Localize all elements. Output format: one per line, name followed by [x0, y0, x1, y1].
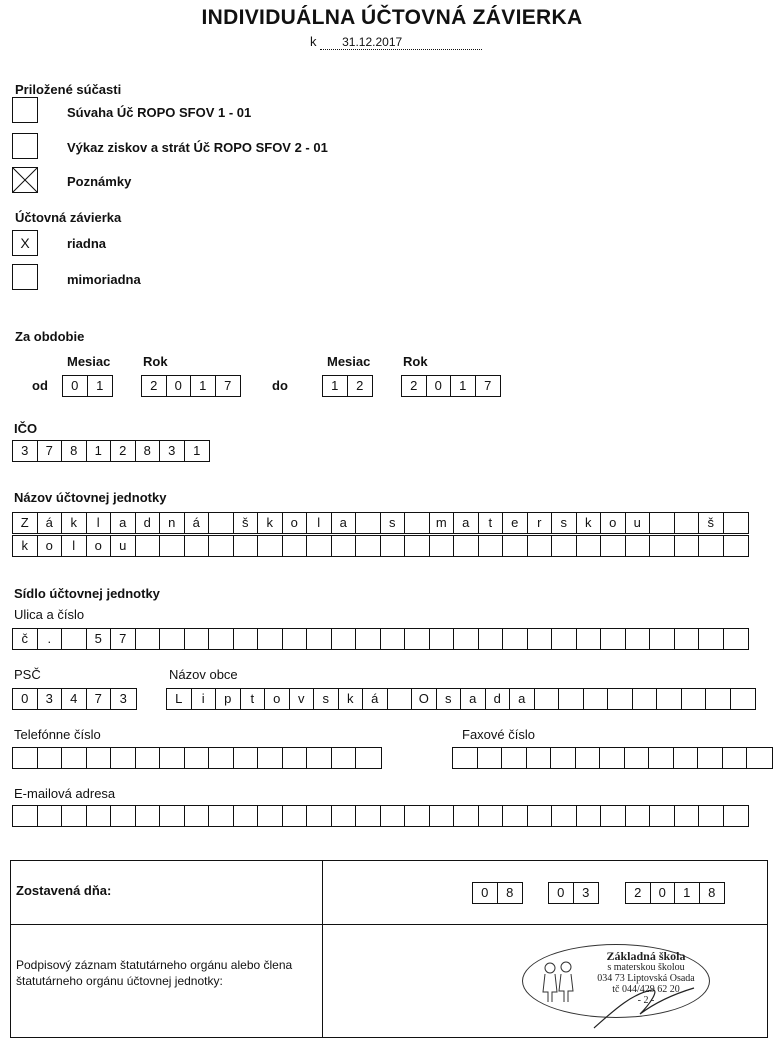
digit-cell: 1: [193, 443, 201, 458]
to-year-field[interactable]: [401, 375, 501, 397]
digit-cell: 3: [160, 441, 185, 461]
psc-field[interactable]: [12, 688, 137, 710]
char-cell: [185, 806, 210, 826]
to-month-label: Mesiac: [327, 354, 371, 369]
email-field[interactable]: [12, 805, 749, 827]
digit-cell: 0: [473, 883, 498, 903]
char-cell: [479, 629, 504, 649]
char-cell: [258, 806, 283, 826]
char-cell: [405, 629, 430, 649]
char-cell: [160, 629, 185, 649]
char-cell: [185, 536, 210, 556]
city-field[interactable]: [166, 688, 756, 710]
digit-cell: 4: [62, 689, 87, 709]
digit-cell: 7: [87, 689, 112, 709]
char-cell: [552, 536, 577, 556]
digit-cell: [209, 748, 234, 768]
char-cell: d: [486, 689, 511, 709]
extraordinary-checkbox[interactable]: [12, 264, 38, 290]
stamp-line-3: 034 73 Liptovská Osada: [597, 973, 695, 984]
digit-cell: [723, 748, 748, 768]
char-cell: [503, 629, 528, 649]
char-cell: [535, 689, 560, 709]
char-cell: [430, 629, 455, 649]
digit-cell: [332, 748, 357, 768]
char-cell: [307, 806, 332, 826]
digit-cell: [625, 748, 650, 768]
attachment-checkbox-3[interactable]: [12, 167, 38, 193]
digit-cell: [38, 748, 63, 768]
closing-date-line: [310, 34, 482, 50]
digit-cell: [698, 748, 723, 768]
stamp-line-5: - 2 -: [637, 995, 655, 1006]
digit-cell: 8: [708, 885, 716, 900]
ico-field[interactable]: [12, 440, 210, 462]
char-cell: o: [265, 689, 290, 709]
char-cell: [577, 806, 602, 826]
column-divider: [322, 860, 323, 1038]
char-cell: [699, 806, 724, 826]
char-cell: [62, 629, 87, 649]
date-prefix: k: [310, 34, 317, 49]
char-cell: m: [430, 513, 455, 533]
digit-cell: 2: [356, 378, 364, 393]
entity-name-row-1[interactable]: [12, 512, 749, 534]
signature-label: Podpisový záznam štatutárneho orgánu alebo člena štatutárneho orgánu účtovnej jednotky:: [16, 958, 293, 988]
char-cell: [528, 806, 553, 826]
char-cell: [430, 806, 455, 826]
char-cell: [307, 536, 332, 556]
char-cell: [675, 806, 700, 826]
char-cell: [682, 689, 707, 709]
char-cell: [209, 629, 234, 649]
char-cell: [601, 536, 626, 556]
digit-cell: 3: [13, 441, 38, 461]
char-cell: [626, 536, 651, 556]
from-label: od: [32, 378, 48, 393]
digit-cell: [258, 748, 283, 768]
char-cell: [405, 513, 430, 533]
street-label: Ulica a číslo: [14, 607, 85, 622]
char-cell: [356, 806, 381, 826]
to-label: do: [272, 378, 288, 393]
char-cell: u: [626, 513, 651, 533]
attachment-label-1: Súvaha Úč ROPO SFOV 1 - 01: [67, 105, 252, 120]
char-cell: [381, 806, 406, 826]
digit-cell: 0: [549, 883, 574, 903]
char-cell: [559, 689, 584, 709]
char-cell: 7: [111, 629, 136, 649]
to-month-field[interactable]: [322, 375, 373, 397]
char-cell: Z: [13, 513, 38, 533]
city-label: Názov obce: [169, 667, 238, 682]
street-field[interactable]: [12, 628, 749, 650]
char-cell: [528, 629, 553, 649]
closing-type-heading: Účtovná závierka: [15, 210, 122, 225]
digit-cell: [649, 748, 674, 768]
char-cell: s: [437, 689, 462, 709]
char-cell: e: [503, 513, 528, 533]
digit-cell: 2: [626, 883, 651, 903]
char-cell: [584, 689, 609, 709]
char-cell: [307, 629, 332, 649]
phone-label: Telefónne číslo: [14, 727, 101, 742]
digit-cell: 1: [675, 883, 700, 903]
char-cell: [479, 806, 504, 826]
char-cell: [552, 629, 577, 649]
ico-label: IČO: [14, 421, 38, 436]
char-cell: [111, 806, 136, 826]
compiled-label: Zostavená dňa:: [16, 883, 112, 898]
char-cell: [13, 806, 38, 826]
char-cell: [650, 806, 675, 826]
digit-cell: 0: [13, 689, 38, 709]
char-cell: [675, 513, 700, 533]
attachment-checkbox-1[interactable]: [12, 97, 38, 123]
char-cell: [405, 806, 430, 826]
char-cell: v: [290, 689, 315, 709]
char-cell: [356, 536, 381, 556]
char-cell: [381, 629, 406, 649]
from-month-label: Mesiac: [67, 354, 111, 369]
char-cell: [258, 629, 283, 649]
char-cell: [650, 536, 675, 556]
char-cell: t: [241, 689, 266, 709]
char-cell: [87, 806, 112, 826]
char-cell: [626, 629, 651, 649]
to-year-label: Rok: [403, 354, 428, 369]
char-cell: [258, 536, 283, 556]
fax-label: Faxové číslo: [462, 727, 535, 742]
char-cell: O: [412, 689, 437, 709]
char-cell: [405, 536, 430, 556]
char-cell: [209, 513, 234, 533]
digit-cell: [502, 748, 527, 768]
section-divider: [10, 924, 768, 925]
digit-cell: 1: [451, 376, 476, 396]
cross-mark-icon: [13, 168, 37, 192]
char-cell: l: [62, 536, 87, 556]
digit-cell: [111, 748, 136, 768]
char-cell: [724, 806, 749, 826]
char-cell: [283, 806, 308, 826]
char-cell: a: [111, 513, 136, 533]
char-cell: [650, 513, 675, 533]
from-month-field[interactable]: [62, 375, 113, 397]
digit-cell: 8: [506, 885, 514, 900]
char-cell: [388, 689, 413, 709]
char-cell: s: [552, 513, 577, 533]
psc-label: PSČ: [14, 667, 41, 682]
fax-field[interactable]: [452, 747, 773, 769]
digit-cell: [551, 748, 576, 768]
char-cell: [724, 513, 749, 533]
char-cell: [675, 536, 700, 556]
from-year-label: Rok: [143, 354, 168, 369]
digit-cell: [478, 748, 503, 768]
char-cell: á: [185, 513, 210, 533]
char-cell: [675, 629, 700, 649]
char-cell: o: [601, 513, 626, 533]
from-year-field[interactable]: [141, 375, 241, 397]
document-title: INDIVIDUÁLNA ÚČTOVNÁ ZÁVIERKA: [201, 6, 583, 29]
digit-cell: [13, 748, 38, 768]
stamp-emblem-icon: [538, 958, 580, 1009]
digit-cell: 3: [582, 885, 590, 900]
extraordinary-label: mimoriadna: [67, 272, 141, 287]
stamp-line-1: Základná škola: [606, 949, 686, 963]
char-cell: [454, 536, 479, 556]
char-cell: p: [216, 689, 241, 709]
digit-cell: 0: [651, 883, 676, 903]
char-cell: [332, 806, 357, 826]
char-cell: u: [111, 536, 136, 556]
char-cell: [356, 513, 381, 533]
char-cell: [209, 536, 234, 556]
char-cell: š: [234, 513, 259, 533]
stamp-line-2: s materskou školou: [607, 962, 685, 973]
handwritten-signature: [590, 984, 700, 1039]
compiled-year-field[interactable]: [625, 882, 725, 904]
digit-cell: 0: [63, 376, 88, 396]
char-cell: [577, 536, 602, 556]
char-cell: [283, 536, 308, 556]
char-cell: d: [136, 513, 161, 533]
char-cell: [657, 689, 682, 709]
digit-cell: [62, 748, 87, 768]
char-cell: [185, 629, 210, 649]
char-cell: š: [699, 513, 724, 533]
char-cell: o: [283, 513, 308, 533]
char-cell: [234, 629, 259, 649]
digit-cell: 1: [191, 376, 216, 396]
attachment-checkbox-2[interactable]: [12, 133, 38, 159]
char-cell: [430, 536, 455, 556]
digit-cell: [160, 748, 185, 768]
char-cell: [601, 629, 626, 649]
period-heading: Za obdobie: [15, 329, 85, 344]
seat-heading: Sídlo účtovnej jednotky: [14, 586, 160, 601]
digit-cell: 1: [87, 441, 112, 461]
digit-cell: [87, 748, 112, 768]
digit-cell: [576, 748, 601, 768]
char-cell: [136, 806, 161, 826]
char-cell: k: [339, 689, 364, 709]
attachment-label-3: Poznámky: [67, 174, 132, 189]
char-cell: [626, 806, 651, 826]
char-cell: [234, 536, 259, 556]
char-cell: o: [87, 536, 112, 556]
char-cell: [454, 629, 479, 649]
digit-cell: 7: [484, 378, 492, 393]
char-cell: [528, 536, 553, 556]
char-cell: n: [160, 513, 185, 533]
digit-cell: [674, 748, 699, 768]
char-cell: [381, 536, 406, 556]
digit-cell: [136, 748, 161, 768]
char-cell: [479, 536, 504, 556]
char-cell: k: [62, 513, 87, 533]
digit-cell: 3: [38, 689, 63, 709]
char-cell: [454, 806, 479, 826]
char-cell: [38, 806, 63, 826]
char-cell: č: [13, 629, 38, 649]
digit-cell: [185, 748, 210, 768]
char-cell: [601, 806, 626, 826]
attachment-label-2: Výkaz ziskov a strát Úč ROPO SFOV 2 - 01: [67, 140, 328, 155]
digit-cell: 0: [427, 376, 452, 396]
char-cell: a: [461, 689, 486, 709]
compiled-month-field[interactable]: [548, 882, 599, 904]
char-cell: [136, 536, 161, 556]
digit-cell: 2: [142, 376, 167, 396]
char-cell: [552, 806, 577, 826]
char-cell: 5: [87, 629, 112, 649]
digit-cell: [283, 748, 308, 768]
char-cell: [650, 629, 675, 649]
email-label: E-mailová adresa: [14, 786, 116, 801]
regular-label: riadna: [67, 236, 107, 251]
digit-cell: 1: [96, 378, 104, 393]
char-cell: t: [479, 513, 504, 533]
char-cell: r: [528, 513, 553, 533]
digit-cell: 1: [323, 376, 348, 396]
digit-cell: [356, 748, 381, 768]
char-cell: s: [314, 689, 339, 709]
char-cell: [234, 806, 259, 826]
char-cell: [699, 629, 724, 649]
char-cell: [706, 689, 731, 709]
char-cell: [577, 629, 602, 649]
char-cell: k: [577, 513, 602, 533]
char-cell: [62, 806, 87, 826]
digit-cell: [234, 748, 259, 768]
char-cell: [699, 536, 724, 556]
closing-date-field[interactable]: 31.12.2017: [320, 35, 482, 50]
char-cell: o: [38, 536, 63, 556]
char-cell: l: [87, 513, 112, 533]
char-cell: l: [307, 513, 332, 533]
digit-cell: [307, 748, 332, 768]
char-cell: [332, 629, 357, 649]
digit-cell: [527, 748, 552, 768]
digit-cell: [747, 748, 772, 768]
digit-cell: 8: [136, 441, 161, 461]
char-cell: á: [363, 689, 388, 709]
digit-cell: 2: [402, 376, 427, 396]
char-cell: [724, 629, 749, 649]
char-cell: [724, 536, 749, 556]
char-cell: a: [454, 513, 479, 533]
entity-name-row-2[interactable]: [12, 535, 749, 557]
digit-cell: [600, 748, 625, 768]
char-cell: [633, 689, 658, 709]
char-cell: á: [38, 513, 63, 533]
char-cell: k: [258, 513, 283, 533]
char-cell: [503, 806, 528, 826]
compiled-day-field[interactable]: [472, 882, 523, 904]
digit-cell: 2: [111, 441, 136, 461]
digit-cell: 8: [62, 441, 87, 461]
char-cell: [283, 629, 308, 649]
digit-cell: 7: [224, 378, 232, 393]
char-cell: k: [13, 536, 38, 556]
char-cell: [136, 629, 161, 649]
char-cell: .: [38, 629, 63, 649]
char-cell: [332, 536, 357, 556]
entity-name-label: Názov účtovnej jednotky: [14, 490, 167, 505]
digit-cell: [453, 748, 478, 768]
phone-field[interactable]: [12, 747, 382, 769]
stamp-line-4: tč 044/429 62 20: [612, 984, 680, 995]
attachments-heading: Priložené súčasti: [15, 82, 122, 97]
char-cell: [608, 689, 633, 709]
digit-cell: 3: [119, 691, 127, 706]
char-cell: [160, 806, 185, 826]
digit-cell: 0: [167, 376, 192, 396]
char-cell: L: [167, 689, 192, 709]
char-cell: s: [381, 513, 406, 533]
char-cell: [503, 536, 528, 556]
char-cell: a: [510, 689, 535, 709]
char-cell: a: [332, 513, 357, 533]
char-cell: i: [192, 689, 217, 709]
char-cell: [160, 536, 185, 556]
char-cell: [731, 689, 756, 709]
char-cell: [356, 629, 381, 649]
char-cell: [209, 806, 234, 826]
regular-checkbox[interactable]: X: [12, 230, 38, 256]
digit-cell: 7: [38, 441, 63, 461]
